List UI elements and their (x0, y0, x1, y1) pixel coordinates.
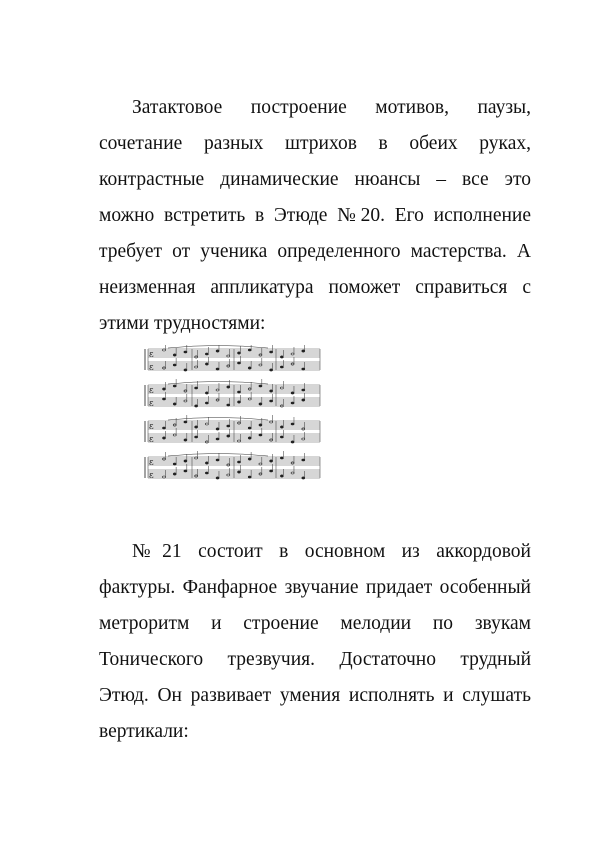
text-line: фактуры. Фанфарное звучание придает особенный (99, 577, 531, 598)
text-line: требует от ученика определенного мастерства. А (99, 241, 531, 262)
text-line: вертикали: (99, 721, 189, 742)
text-line: неизменная аппликатура поможет справиться с (99, 277, 531, 298)
sheet-music-image (138, 345, 324, 491)
paragraph-etude-21 (99, 534, 531, 750)
text-line: сочетание разных штрихов в обеих руках, (99, 133, 531, 154)
text-line: Затактовое построение мотивов, паузы, (132, 97, 531, 118)
text-line: №21 состоит в основном из аккордовой (132, 541, 531, 562)
svg-text:ɛ: ɛ (149, 386, 154, 396)
svg-text:ɛ: ɛ (149, 435, 154, 445)
text-line: можно встретить в Этюде №20. Его исполнение (99, 205, 531, 226)
svg-text:ɛ: ɛ (149, 422, 154, 432)
svg-text:ɛ: ɛ (149, 458, 154, 468)
svg-text:ɛ: ɛ (149, 399, 154, 409)
svg-text:ɛ: ɛ (149, 363, 154, 373)
svg-text:ɛ: ɛ (149, 350, 154, 360)
text-line: Тонического трезвучия. Достаточно трудный (99, 649, 531, 670)
paragraph-etude-20 (99, 90, 531, 342)
text-line: метроритм и строение мелодии по звукам (99, 613, 531, 634)
text-line: этими трудностями: (99, 313, 266, 334)
text-line: контрастные динамические нюансы – все это (99, 169, 531, 190)
svg-text:ɛ: ɛ (149, 471, 154, 481)
text-line: Этюд. Он развивает умения исполнять и слушать (99, 685, 531, 706)
